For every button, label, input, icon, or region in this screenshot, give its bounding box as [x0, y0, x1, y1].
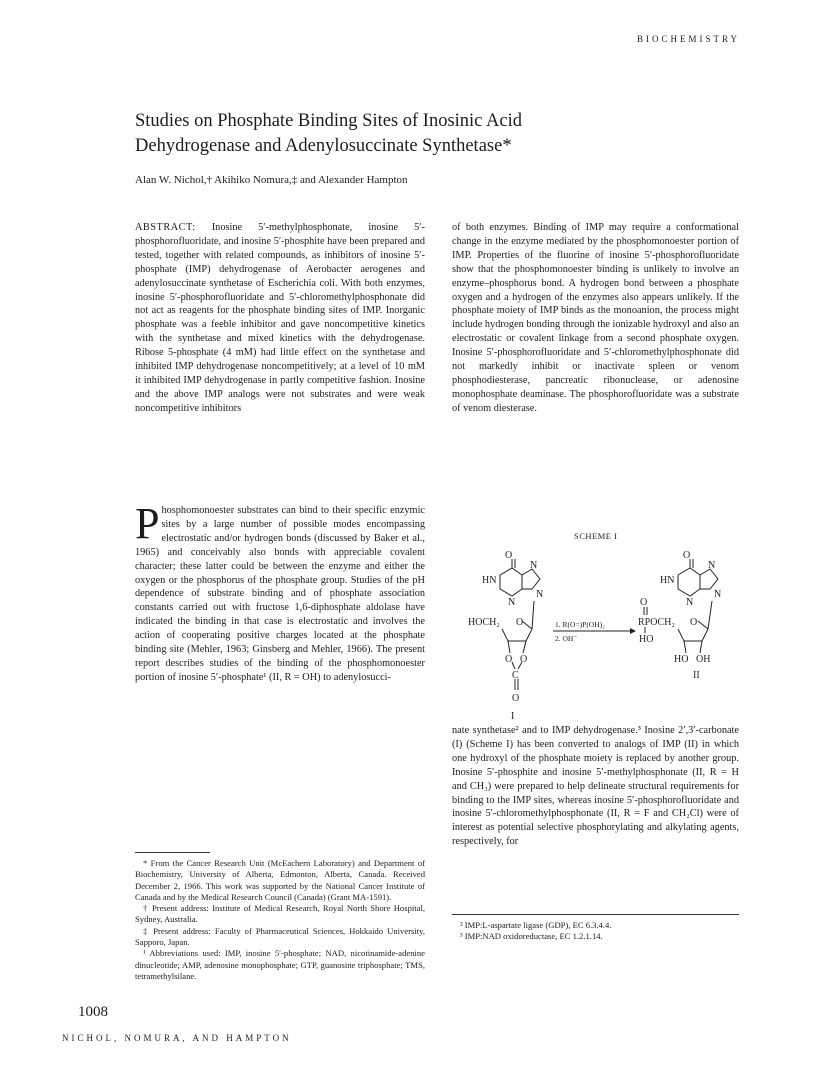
drop-cap: P: [135, 499, 160, 548]
title-line-2: Dehydrogenase and Adenylosuccinate Synthetase*: [135, 136, 512, 156]
compound-ii-hn: HN: [660, 575, 675, 586]
compound-i-carbonyl-o: O: [505, 550, 513, 561]
footnote-abbreviations: ¹ Abbreviations used: IMP, inosine 5′-phosphate; NAD, nicotinamide-adenine dinucleotide; AMP, adenosine monophosphate; GTP, guanosine triphosphate; TMS, tetramethylsilane.: [135, 948, 425, 981]
abstract-label: ABSTRACT:: [135, 222, 196, 233]
compound-ii-n7: N: [708, 560, 716, 571]
scheme-label: SCHEME I: [574, 531, 618, 541]
footnote-3: ³ IMP:NAD oxidoreductase, EC 1.2.1.14.: [460, 931, 603, 942]
footnote-divider: [135, 852, 210, 853]
title-line-1: Studies on Phosphate Binding Sites of Inosinic Acid: [135, 111, 522, 131]
reagent-step-2: 2. OH⁻: [555, 634, 578, 643]
compound-i-o2: O: [505, 654, 513, 665]
reaction-scheme: [460, 545, 745, 720]
compound-i-label: I: [511, 711, 515, 720]
abstract-left-column: [135, 221, 425, 416]
footnote-dagger: † Present address: Institute of Medical Research, Royal North Shore Hospital, Sydney, Australia.: [135, 903, 425, 925]
compound-i-hoch2: HOCH₂: [468, 617, 500, 628]
compound-i-hn: HN: [482, 575, 497, 586]
compound-i-o3: O: [520, 654, 528, 665]
article-title: [135, 109, 695, 159]
compound-ii-phosphoryl-o: O: [640, 597, 648, 608]
compound-i-ring-o: O: [516, 617, 524, 628]
running-footer: NICHOL, NOMURA, AND HAMPTON: [62, 1033, 292, 1043]
compound-ii-n9: N: [714, 589, 722, 600]
compound-ii-3-oh: OH: [696, 654, 711, 665]
footnote-ddagger: ‡ Present address: Faculty of Pharmaceutical Sciences, Hokkaido University, Sapporo, Japan.: [135, 925, 425, 948]
compound-i-carbonate-c: C: [512, 670, 519, 681]
compound-ii-carbonyl-o: O: [683, 550, 691, 561]
abstract-right-column: [452, 221, 739, 416]
compound-ii-n3: N: [686, 597, 694, 608]
page-number: 1008: [78, 1004, 108, 1020]
footnote-2: ² IMP:L-aspartate ligase (GDP), EC 6.3.4.4.: [460, 920, 612, 930]
compound-i-n3: N: [508, 597, 516, 608]
journal-header: BIOCHEMISTRY: [636, 34, 740, 44]
compound-ii-label: II: [693, 670, 700, 681]
compound-ii-structure: [644, 559, 718, 653]
compound-ii-2-ho: HO: [674, 654, 689, 665]
footnotes-left: [135, 858, 425, 982]
introduction: [135, 499, 425, 685]
compound-i-n9: N: [536, 589, 544, 600]
author-list: Alan W. Nichol,† Akihiko Nomura,‡ and Alexander Hampton: [135, 174, 408, 186]
right-footnote-divider: [452, 914, 739, 915]
right-column-text: nate synthetase² and to IMP dehydrogenase.³ Inosine 2′,3′-carbonate (I) (Scheme I) has been converted to analogs of IMP (II) in which one hydroxyl of the phosphate moiety is replaced by another group. Inosine 5′-phosphite and inosine 5′-methylphosphonate (II, R = H and CH₃) were prepared to help delineate structural requirements for binding to the IMP sites, whereas inosine 5′-phosphorofluoridate and inosine 5′-chloromethylphosphonate (II, R = F and CH₂Cl) were of interest as potential selective phosphorylating and alkylating agents, respectively, for: [452, 725, 739, 848]
abstract-text-left: Inosine 5′-methylphosphonate, inosine 5′-phosphorofluoridate, and inosine 5′-phosphite have been prepared and tested, together with related compounds, as inhibitors of inosine 5′-phosphate (IMP) dehydrogenase of Aerobacter aerogenes and adenylosuccinate synthetase of Escherichia coli. With both enzymes, inosine 5′-phosphorofluoridate and 5′-chloromethylphosphonate did not act as reagents for the phosphate binding sites of IMP. Inorganic phosphate was a feeble inhibitor and gave noncompetitive kinetics with the synthetase and mixed kinetics with the dehydrogenase. Ribose 5-phosphate (4 mM) had little effect on the synthetase and inhibited IMP dehydrogenase noncompetitively; at a level of 10 mM it inhibited IMP dehydrogenase in partly competitive fashion. Inosine and the above IMP analogs were not substrates and were weak noncompetitive inhibitors: [135, 222, 425, 414]
footnote-affiliation: * From the Cancer Research Unit (McEachern Laboratory) and Department of Biochemistry, University of Alberta, Edmonton, Alberta, Canada. Received December 2, 1966. This work was supported by the National Cancer Institute of Canada and by the Medical Research Council (Canada) (Grant MA-1591).: [135, 858, 425, 902]
compound-ii-phosphate-ho: HO: [639, 634, 654, 645]
abstract-text-right: of both enzymes. Binding of IMP may require a conformational change in the enzyme mediated by the phosphomonoester portion of IMP. Properties of the fluorine of inosine 5′-phosphorofluoridate show that the phosphomonoester binding is unlikely to involve an enzyme–phosphorus bond. A hydrogen bond between a phosphate oxygen and a hydrogen of the enzymes also appears unlikely. If the phosphate moiety of IMP binds as the monoanion, the process might include hydrogen bonding through the ionizable hydroxyl and also an electrostatic or covalent linkage from a second phosphate oxygen. Inosine 5′-phosphorofluoridate and 5′-chloromethylphosphonate did not markedly inhibit or inactivate spleen or venom phosphodiesterase, pancreatic ribonuclease, or adenosine monophosphate deaminase. The phosphorofluoridate was a substrate of venom diesterase.: [452, 222, 739, 414]
intro-text: hosphomonoester substrates can bind to their specific enzymic sites by a large number of possible modes encompassing electrostatic and/or hydrogen bonds (discussed by Baker et al., 1965) and conceivably also bonds with appreciable covalent character; these latter could be between the enzyme and either the oxygen or the phosphorus of the phosphate group. Studies of the pH dependence of substrate binding and of phosphate association constants carried out with fructose 1,6-diphosphate aldolase have indicated the binding in that case is electrostatic and involves the action of cooperating positive charges located at the phosphate binding site (Mehler, 1963; Ginsberg and Mehler, 1966). The present report describes studies of the binding of the phosphomonoester portion of inosine 5′-phosphate¹ (II, R = OH) to adenylosucci-: [135, 505, 425, 683]
body-text-right: [452, 724, 739, 849]
reagent-step-1: 1. R(O=)P(OH)₂: [555, 620, 605, 629]
reaction-arrowhead: [630, 628, 636, 634]
compound-i-n7: N: [530, 560, 538, 571]
compound-ii-rpoch2: RPOCH₂: [638, 617, 675, 628]
footnotes-right: [452, 920, 739, 943]
compound-ii-ring-o: O: [690, 617, 698, 628]
compound-i-carbonate-o: O: [512, 693, 520, 704]
